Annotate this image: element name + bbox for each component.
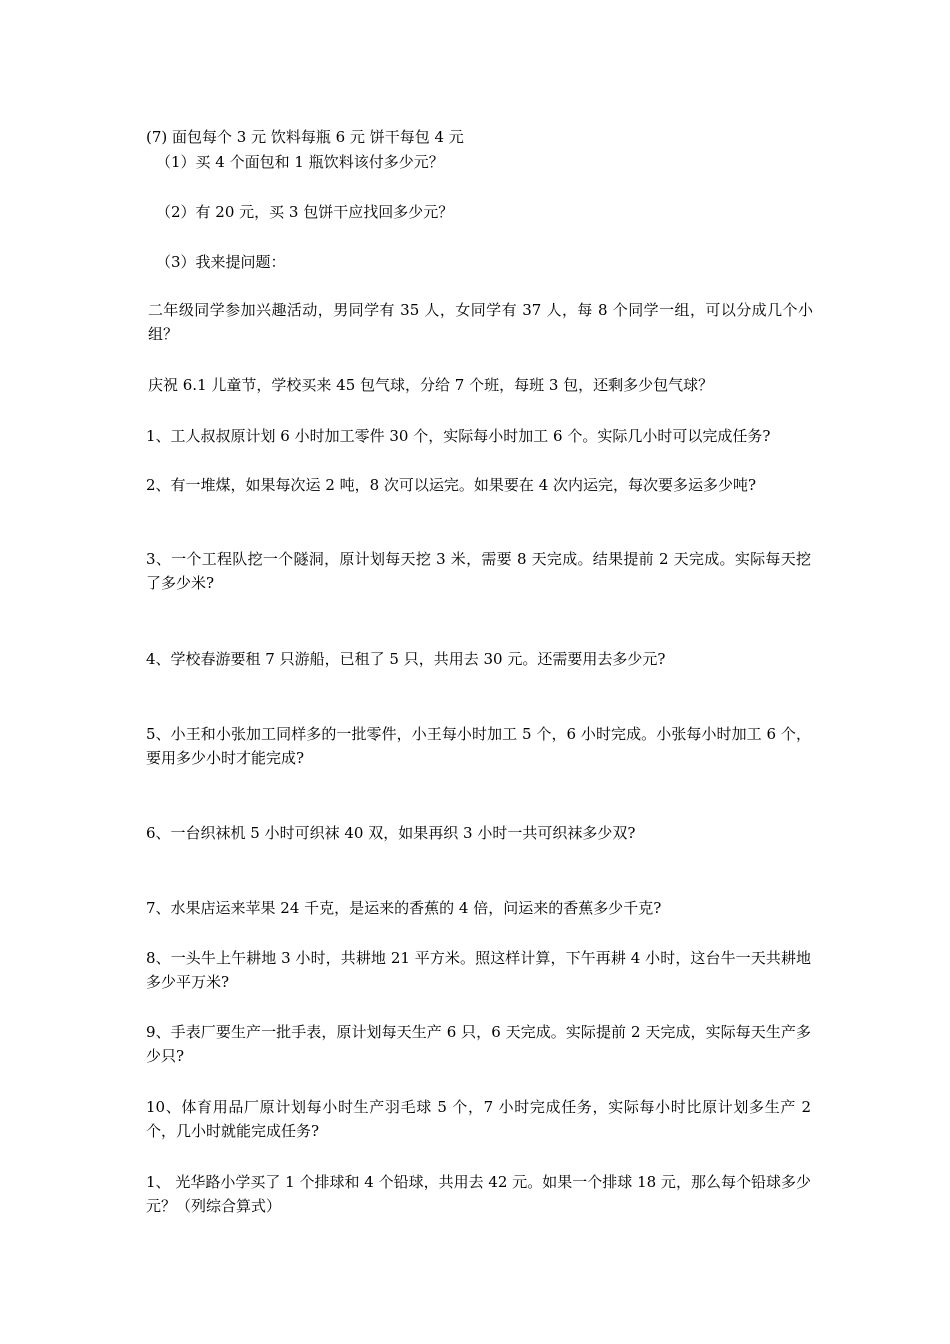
problem-9: 9、手表厂要生产一批手表，原计划每天生产 6 只，6 天完成。实际提前 2 天完成，实际每天生产多少只? (146, 1023, 811, 1065)
problem-4: 4、学校春游要租 7 只游船，已租了 5 只，共用去 30 元。还需要用去多少元? (146, 650, 666, 668)
problem-5: 5、小王和小张加工同样多的一批零件，小王每小时加工 5 个，6 小时完成。小张每小时加工 6 个，要用多少小时才能完成? (146, 725, 811, 767)
intro-problem-balloons: 庆祝 6.1 儿童节，学校买来 45 包气球，分给 7 个班，每班 3 包，还剩多少包气球？ (148, 376, 714, 394)
sub-question-3: （3）我来提问题： (156, 253, 286, 271)
problem-3: 3、一个工程队挖一个隧洞，原计划每天挖 3 米，需要 8 天完成。结果提前 2 天完成。实际每天挖了多少米? (146, 550, 811, 592)
sub-question-2: （2）有 20 元，买 3 包饼干应找回多少元？ (156, 203, 454, 221)
problem-1: 1、工人叔叔原计划 6 小时加工零件 30 个，实际每小时加工 6 个。实际几小时可以完成任务? (146, 427, 771, 445)
problem-10: 10、体育用品厂原计划每小时生产羽毛球 5 个，7 小时完成任务，实际每小时比原计划多生产 2 个，几小时就能完成任务? (146, 1098, 811, 1140)
price-list-heading: (7) 面包每个 3 元 饮料每瓶 6 元 饼干每包 4 元 (146, 128, 464, 146)
intro-problem-group-activity: 二年级同学参加兴趣活动，男同学有 35 人，女同学有 37 人，每 8 个同学一组，可以分成几个小组？ (148, 301, 813, 343)
problem-2: 2、有一堆煤，如果每次运 2 吨，8 次可以运完。如果要在 4 次内运完，每次要多运多少吨? (146, 476, 757, 494)
problem-8: 8、一头牛上午耕地 3 小时，共耕地 21 平方米。照这样计算，下午再耕 4 小时，这台牛一天共耕地多少平万米? (146, 949, 811, 991)
problem-6: 6、一台织袜机 5 小时可织袜 40 双，如果再织 3 小时一共可织袜多少双? (146, 824, 636, 842)
sub-question-1: （1）买 4 个面包和 1 瓶饮料该付多少元？ (156, 153, 444, 171)
problem-volleyball-shotput: 1、 光华路小学买了 1 个排球和 4 个铅球，共用去 42 元。如果一个排球 18 元，那么每个铅球多少元？（列综合算式） (146, 1173, 811, 1215)
problem-7: 7、水果店运来苹果 24 千克，是运来的香蕉的 4 倍，问运来的香蕉多少千克? (146, 899, 662, 917)
